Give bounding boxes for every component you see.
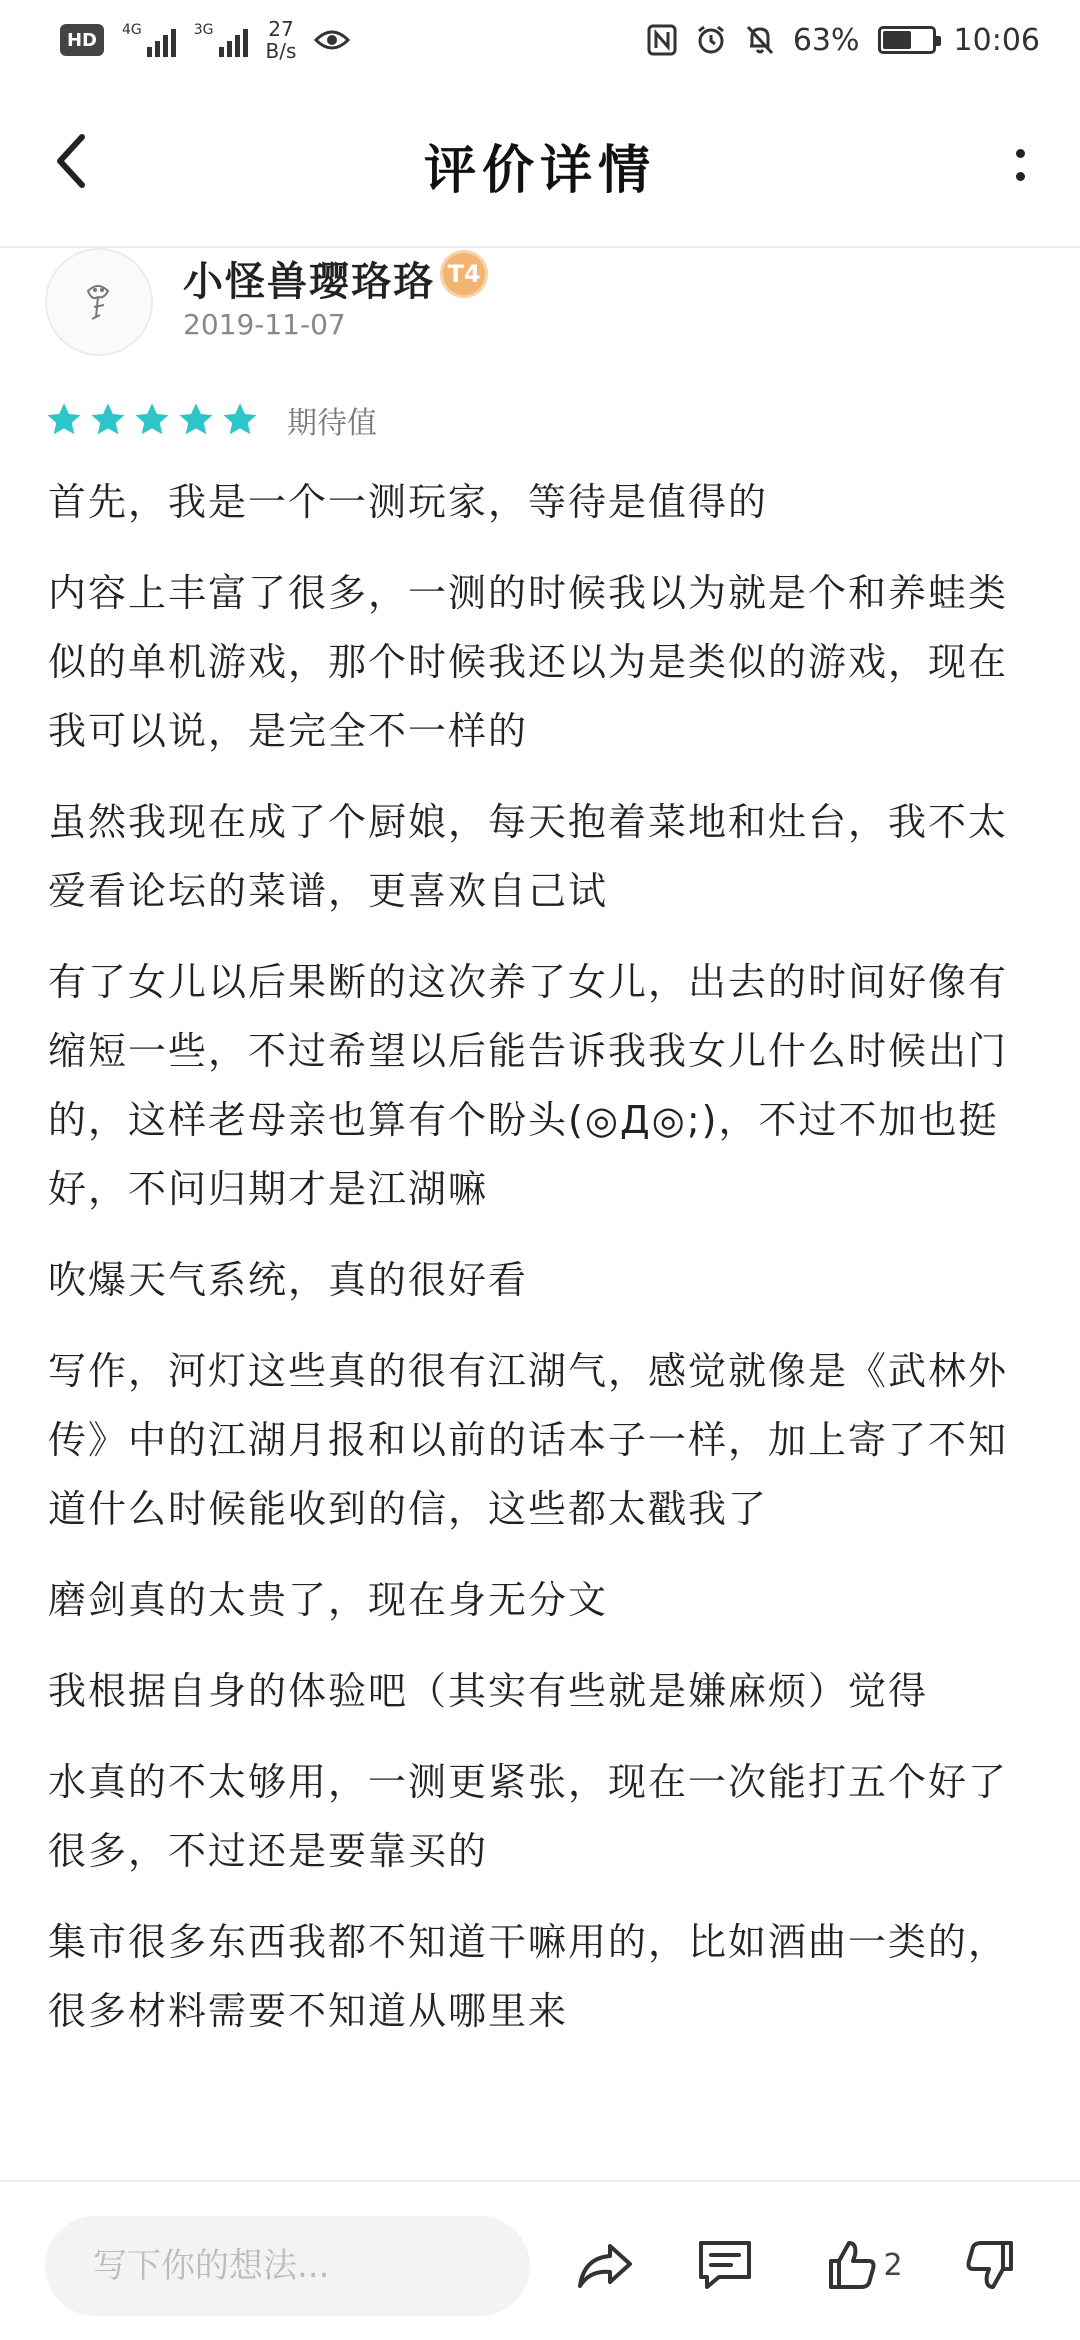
review-body <box>48 468 1028 2068</box>
level-badge: T4 <box>440 250 488 298</box>
star-icon <box>45 401 83 439</box>
username[interactable]: 小怪兽璎珞珞 <box>183 259 435 305</box>
review-paragraph: 磨剑真的太贵了，现在身无分文 <box>48 1578 609 1622</box>
star-icon <box>89 401 127 439</box>
hd-badge: HD <box>60 24 104 56</box>
bottom-action-bar <box>0 2180 1080 2340</box>
review-paragraph: 写作，河灯这些真的很有江湖气，感觉就像是《武林外传》中的江湖月报和以前的话本子一样，加上寄了不知道什么时候能收到的信，这些都太戳我了 <box>48 1349 1009 1531</box>
status-bar <box>0 0 1080 80</box>
review-paragraph: 内容上丰富了很多，一测的时候我以为就是个和养蛙类似的单机游戏，那个时候我还以为是类似的游戏，现在我可以说，是完全不一样的 <box>48 571 1009 753</box>
review-date: 2019-11-07 <box>183 308 346 341</box>
sim2-signal-icon <box>194 23 248 57</box>
avatar[interactable] <box>45 248 153 356</box>
app-header <box>0 80 1080 248</box>
review-paragraph: 集市很多东西我都不知道干嘛用的，比如酒曲一类的，很多材料需要不知道从哪里来 <box>48 1920 1009 2033</box>
network-speed-unit: B/s <box>265 39 297 63</box>
sim1-tech-label: 4G <box>122 22 142 38</box>
page-title: 评价详情 <box>423 141 656 201</box>
star-rating <box>45 401 259 439</box>
clock: 10:06 <box>953 22 1040 58</box>
comment-input[interactable] <box>45 2216 530 2316</box>
reviewer-info <box>45 248 1045 368</box>
battery-icon <box>878 26 936 54</box>
mute-icon <box>745 24 775 56</box>
sim2-tech-label: 3G <box>193 22 214 38</box>
thumbs-down-icon <box>965 2239 1015 2291</box>
review-paragraph: 我根据自身的体验吧（其实有些就是嫌麻烦）觉得 <box>48 1669 929 1713</box>
review-paragraph: 水真的不太够用，一测更紧张，现在一次能打五个好了很多，不过还是要靠买的 <box>48 1760 1009 1873</box>
more-vertical-icon <box>1016 149 1025 158</box>
comment-button[interactable] <box>690 2220 760 2310</box>
star-icon <box>177 401 215 439</box>
status-left <box>60 18 350 62</box>
star-icon <box>221 401 259 439</box>
rating-label: 期待值 <box>287 406 377 441</box>
share-icon <box>576 2240 634 2290</box>
review-paragraph: 首先，我是一个一测玩家，等待是值得的 <box>48 480 769 524</box>
thumbs-up-icon <box>827 2239 877 2291</box>
like-count: 2 <box>883 2247 903 2283</box>
like-button[interactable] <box>815 2220 915 2310</box>
sim1-signal-icon <box>122 23 176 57</box>
status-right <box>647 23 1040 58</box>
network-speed <box>266 18 297 62</box>
rating-row <box>45 398 377 442</box>
network-speed-value: 27 <box>268 17 294 41</box>
star-icon <box>133 401 171 439</box>
share-button[interactable] <box>570 2220 640 2310</box>
battery-level <box>883 31 912 49</box>
comment-icon <box>697 2239 753 2291</box>
more-options-button[interactable] <box>1000 130 1040 200</box>
nfc-icon <box>647 24 677 56</box>
alarm-icon <box>695 24 727 56</box>
dislike-button[interactable] <box>955 2220 1025 2310</box>
review-paragraph: 虽然我现在成了个厨娘，每天抱着菜地和灶台，我不太爱看论坛的菜谱，更喜欢自己试 <box>48 800 1009 913</box>
battery-percent: 63% <box>792 22 860 58</box>
review-paragraph: 有了女儿以后果断的这次养了女儿，出去的时间好像有缩短一些，不过希望以后能告诉我我女儿什么时候出门的，这样老母亲也算有个盼头(◎Д◎;)，不过不加也挺好，不问归期才是江湖嘛 <box>48 960 1009 1211</box>
eye-icon <box>314 28 350 52</box>
avatar-sketch-icon <box>74 277 124 327</box>
review-paragraph: 吹爆天气系统，真的很好看 <box>48 1258 529 1302</box>
